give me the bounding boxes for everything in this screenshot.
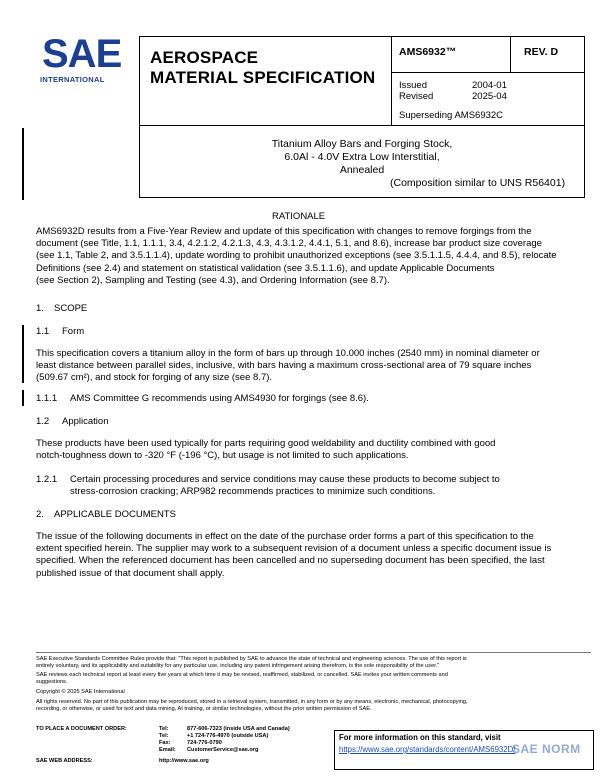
text-line: The issue of the following documents in effect on the date of the purchase order forms a part of this specification to the <box>36 531 534 542</box>
contact-label: Fax: <box>159 740 171 746</box>
footer-line: SAE reviews each technical report at least every five years at which time it may be revised, reaffirmed, stabilized, or cancelled. SAE invites your written comments and <box>36 672 448 678</box>
contact-list <box>159 726 290 754</box>
text-line: (see 1.1, Table 2, and 3.5.1.1.4), update wording to prohibit unauthorized exceptions (see 3.5.1.1.5, 4.4.4, and 8.5), relocate <box>36 250 557 262</box>
change-bar <box>22 128 24 200</box>
change-bar <box>22 390 24 406</box>
text-line: stress-corrosion cracking; ARP982 recommends practices to minimize such conditions. <box>70 486 436 498</box>
text-line: These products have been used typically for parts requiring good weldability and ductility combined with good <box>36 438 496 449</box>
text-line: document (see Title, 1.1, 1.1.1, 3.4, 4.2.1.2, 4.2.1.3, 4.3, 4.3.1.2, 4.4.1, 5.1, and 8.6), increase bar product size coverage <box>36 238 542 250</box>
section-title: SCOPE <box>54 303 88 314</box>
application-paragraph <box>36 438 592 462</box>
header-divider <box>391 72 585 73</box>
change-bar <box>22 325 24 383</box>
text-line: Certain processing procedures and service conditions may cause these products to become subject to <box>70 474 500 485</box>
revision: REV. D <box>524 46 559 58</box>
contact-row <box>159 733 290 740</box>
logo-wordmark: SAE <box>42 32 122 76</box>
issued-date: 2004-01 <box>472 80 507 91</box>
applicable-docs-paragraph <box>36 531 592 580</box>
section-number: 1.2.1 <box>36 474 58 485</box>
section-title: Form <box>62 326 85 337</box>
text-line: (509.67 cm²), and stock for forging of any size (see 8.7). <box>36 372 273 384</box>
spec-title-line: 6.0Al - 4.0V Extra Low Interstitial, <box>284 151 440 163</box>
contact-label: Tel: <box>159 733 169 739</box>
standard-link[interactable]: https://www.sae.org/standards/content/AMS6932D/ <box>339 745 516 754</box>
footer-line: entirely voluntary, and its applicability and suitability for any particular use, including any patent infringement arising therefrom, is the sole responsibility of the user." <box>36 663 440 669</box>
header-divider <box>510 36 511 72</box>
doc-type-line2: MATERIAL SPECIFICATION <box>150 68 376 87</box>
footer-notes <box>36 656 592 713</box>
contact-row <box>159 740 290 747</box>
revised-date: 2025-04 <box>472 91 507 102</box>
superseding: Superseding AMS6932C <box>399 110 504 121</box>
contact-email[interactable]: CustomerService@sae.org <box>187 747 259 753</box>
spec-title-line: Titanium Alloy Bars and Forging Stock, <box>271 138 453 150</box>
section-title: APPLICABLE DOCUMENTS <box>54 509 176 520</box>
text-line: specified. When the referenced document has been cancelled and no superseding document has been specified, the last <box>36 555 545 567</box>
header-divider <box>391 36 392 126</box>
text-line: (see Section 2), Sampling and Testing (see 4.3), and Ordering Information (see 8.7). <box>36 274 390 286</box>
contact-value: 877-606-7323 (inside USA and Canada) <box>187 726 290 732</box>
form-paragraph <box>36 348 592 385</box>
contact-row <box>159 747 290 754</box>
web-address-link[interactable]: http://www.sae.org <box>159 758 209 764</box>
logo-subtext: INTERNATIONAL <box>40 75 105 84</box>
section-number: 1.1.1 <box>36 393 58 404</box>
footer-line: All rights reserved. No part of this publication may be reproduced, stored in a retrieval system, transmitted, in any form or by any means, electronic, mechanical, photocopying, <box>36 699 468 705</box>
info-title: For more information on this standard, visit <box>339 733 501 742</box>
footer-line: SAE Executive Standards Committee Rules provide that: "This report is published by SAE to advance the state of technical and engineering sciences. The use of this report is <box>36 656 467 662</box>
contact-label: Tel: <box>159 726 169 732</box>
contact-value: 724-776-0790 <box>187 740 222 746</box>
text-line: AMS6932D results from a Five-Year Review and update of this specification with changes to remove forgings from the <box>36 226 532 237</box>
watermark: SAE NORM <box>512 742 581 756</box>
revised-label: Revised <box>399 91 434 102</box>
section-title: Application <box>62 416 109 427</box>
section-number: 1.1 <box>36 326 50 337</box>
doc-number: AMS6932™ <box>399 46 457 58</box>
contact-row <box>159 726 290 733</box>
text-line: This specification covers a titanium alloy in the form of bars up through 10.000 inches (2540 mm) in nominal diameter or <box>36 348 540 359</box>
spec-title-line: Annealed <box>339 164 385 176</box>
contact-label: Email: <box>159 747 176 753</box>
footer-rule <box>36 652 591 653</box>
text-line: extent specified herein. The supplier may work to a subsequent revision of a document unless a specific document issue is <box>36 543 552 555</box>
section-text: AMS Committee G recommends using AMS4930 for forgings (see 8.6). <box>70 393 369 404</box>
doc-type-line1: AEROSPACE <box>150 48 259 67</box>
text-line: published issue of that document shall apply. <box>36 567 225 579</box>
rationale-heading: RATIONALE <box>272 211 326 222</box>
rationale-text <box>36 226 592 287</box>
section-number: 2. <box>36 509 44 520</box>
text-line: notch-toughness down to -320 °F (-196 °C), but usage is not limited to such applications. <box>36 450 409 462</box>
footer-line: recording, or otherwise, or used for text and data mining, AI training, or similar technologies, without the prior written permission of SAE. <box>36 706 372 712</box>
text-line: least distance between parallel sides, inclusive, with bars having a maximum cross-sectional area of 79 square inches <box>36 360 532 372</box>
section-paragraph <box>70 474 592 498</box>
order-label: TO PLACE A DOCUMENT ORDER: <box>36 726 127 732</box>
section-number: 1.2 <box>36 416 50 427</box>
footer-line: suggestions. <box>36 679 68 685</box>
copyright: Copyright © 2025 SAE International <box>36 689 125 695</box>
spec-title-line: (Composition similar to UNS R56401) <box>390 177 566 189</box>
section-number: 1. <box>36 303 44 314</box>
text-line: Definitions (see 2.4) and statement on statistical validation (see 3.5.1.1.6), and update Applicable Documents <box>36 262 495 274</box>
issued-label: Issued <box>399 80 427 91</box>
web-label: SAE WEB ADDRESS: <box>36 758 93 764</box>
sae-logo <box>36 32 122 86</box>
contact-value: +1 724-776-4970 (outside USA) <box>187 733 269 739</box>
